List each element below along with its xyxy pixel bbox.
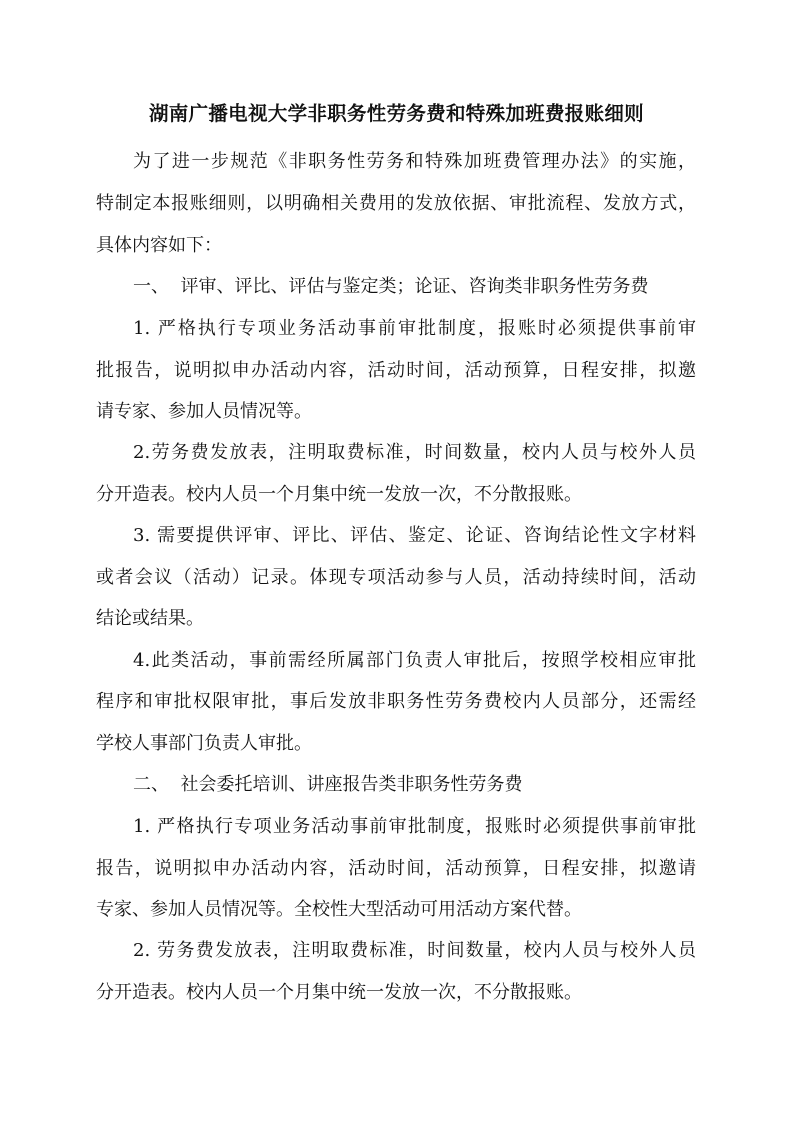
section-heading-2: 二、 社会委托培训、讲座报告类非职务性劳务费 xyxy=(133,774,523,795)
intro-line: 特制定本报账细则，以明确相关费用的发放依据、审批流程、发放方式， xyxy=(96,193,696,214)
paragraph-line: 分开造表。校内人员一个月集中统一发放一次，不分散报账。 xyxy=(96,484,582,505)
paragraph-line: 2. 劳务费发放表，注明取费标准，时间数量，校内人员与校外人员 xyxy=(133,940,696,961)
paragraph-line: 专家、参加人员情况等。全校性大型活动可用活动方案代替。 xyxy=(96,899,582,920)
paragraph-line: 2.劳务费发放表，注明取费标准，时间数量，校内人员与校外人员 xyxy=(133,442,696,463)
paragraph-line: 1. 严格执行专项业务活动事前审批制度，报账时必须提供事前审 xyxy=(133,318,696,339)
section-heading-1: 一、 评审、评比、评估与鉴定类；论证、咨询类非职务性劳务费 xyxy=(133,276,649,297)
paragraph-line: 分开造表。校内人员一个月集中统一发放一次，不分散报账。 xyxy=(96,982,582,1003)
paragraph-line: 请专家、参加人员情况等。 xyxy=(96,401,312,422)
intro-line: 为了进一步规范《非职务性劳务和特殊加班费管理办法》的实施， xyxy=(133,151,696,172)
paragraph-line: 1. 严格执行专项业务活动事前审批制度，报账时必须提供事前审批 xyxy=(133,816,696,837)
document-title: 湖南广播电视大学非职务性劳务费和特殊加班费报账细则 xyxy=(148,102,644,125)
paragraph-line: 3. 需要提供评审、评比、评估、鉴定、论证、咨询结论性文字材料 xyxy=(133,525,696,546)
paragraph-line: 学校人事部门负责人审批。 xyxy=(96,733,312,754)
paragraph-line: 批报告，说明拟申办活动内容，活动时间，活动预算，日程安排，拟邀 xyxy=(96,360,696,381)
paragraph-line: 结论或结果。 xyxy=(96,608,204,629)
paragraph-line: 4.此类活动，事前需经所属部门负责人审批后，按照学校相应审批 xyxy=(133,650,696,671)
paragraph-line: 程序和审批权限审批，事后发放非职务性劳务费校内人员部分，还需经 xyxy=(96,691,696,712)
paragraph-line: 报告，说明拟申办活动内容，活动时间，活动预算，日程安排，拟邀请 xyxy=(96,858,696,879)
intro-line: 具体内容如下： xyxy=(96,235,222,256)
paragraph-line: 或者会议（活动）记录。体现专项活动参与人员，活动持续时间，活动 xyxy=(96,567,696,588)
